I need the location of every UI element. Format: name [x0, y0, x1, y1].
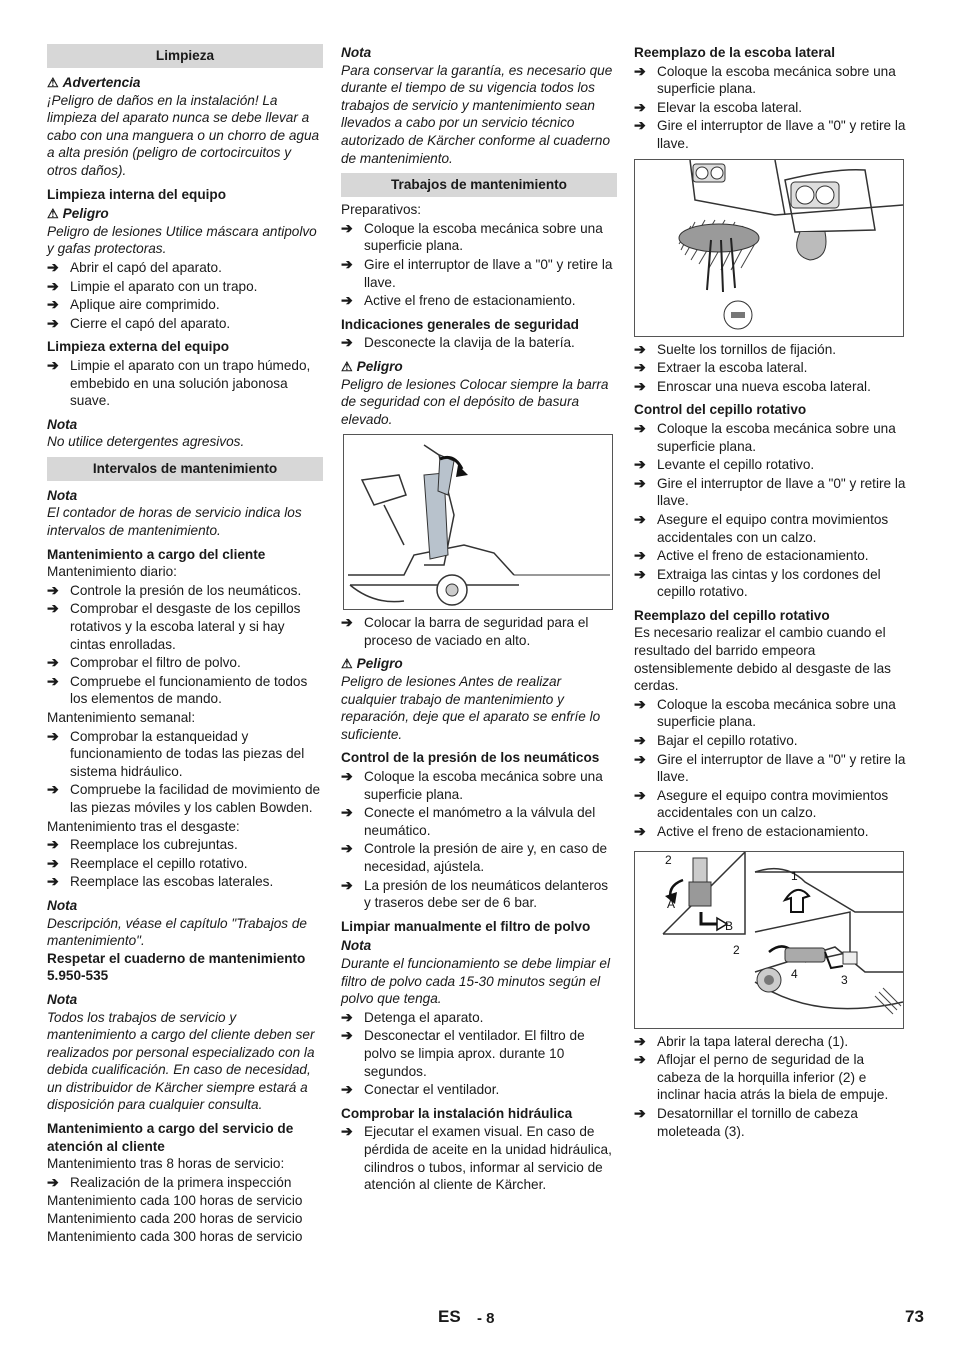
section-title-trabajos: Trabajos de mantenimiento [341, 173, 617, 197]
footer-page-number: 73 [905, 1307, 924, 1326]
list-item: ➔ Abrir la tapa lateral derecha (1). [634, 1033, 910, 1051]
list-item: ➔ Suelte los tornillos de fijación. [634, 341, 910, 359]
label-2-top: 2 [665, 852, 672, 867]
list-item: ➔ Limpie el aparato con un trapo húmedo, embebido en una solución jabonosa suave. [47, 357, 323, 410]
label-2-mid: 2 [733, 942, 740, 957]
list-item: ➔ Conectar el ventilador. [341, 1081, 617, 1099]
subheading-filtro: Limpiar manualmente el filtro de polvo [341, 918, 591, 934]
subheading-reemplazo-cepillo: Reemplazo del cepillo rotativo [634, 607, 830, 623]
label-B: B [725, 918, 734, 933]
text-semanal: Mantenimiento semanal: [47, 710, 196, 725]
list-item: ➔ Controle la presión de aire y, en caso de necesidad, ajústela. [341, 840, 617, 875]
warning-triangle-icon: ⚠ [341, 656, 353, 672]
list-item: ➔ Extraer la escoba lateral. [634, 359, 910, 377]
subheading-control-cepillo: Control del cepillo rotativo [634, 402, 807, 418]
list-item: ➔ Realización de la primera inspección [47, 1174, 323, 1192]
side-broom-drawing [635, 160, 903, 336]
list-item: ➔ Abrir el capó del aparato. [47, 259, 323, 277]
subheading-escoba: Reemplazo de la escoba lateral [634, 45, 835, 60]
danger-heading: ⚠ Peligro [341, 358, 403, 374]
list-item: ➔ Coloque la escoba mecánica sobre una superficie plana. [341, 768, 617, 803]
list-item: ➔ Desconecte la clavija de la batería. [341, 334, 617, 352]
label-A: A [667, 896, 676, 911]
label-4: 4 [791, 966, 798, 981]
list-item: ➔ Conecte el manómetro a la válvula del neumático. [341, 804, 617, 839]
danger-text: Peligro de lesiones Antes de realizar cualquier trabajo de mantenimiento y reparación, deje que el aparato se enfríe lo suficiente. [341, 674, 601, 742]
text-cada300: Mantenimiento cada 300 horas de servicio [47, 1228, 303, 1244]
list-item: ➔ Comprobar el filtro de polvo. [47, 654, 323, 672]
list-item: ➔ Coloque la escoba mecánica sobre una superficie plana. [341, 220, 617, 255]
footer-section-page: - 8 [477, 1310, 495, 1327]
list-item: ➔ Asegure el equipo contra movimientos accidentales con un calzo. [634, 787, 910, 822]
list-item: ➔ Active el freno de estacionamiento. [634, 547, 910, 565]
list-item: ➔ Aplique aire comprimido. [47, 296, 323, 314]
note-text: Durante el funcionamiento se debe limpiar el filtro de polvo cada 15-30 minutos según el polvo que tenga. [341, 955, 611, 1007]
list-item: ➔ Active el freno de estacionamiento. [634, 823, 910, 841]
text-desgaste: Mantenimiento tras el desgaste: [47, 818, 240, 834]
text-preparativos: Preparativos: [341, 202, 422, 218]
warning-heading: ⚠ Advertencia [47, 75, 141, 90]
note-heading: Nota [341, 938, 372, 954]
list-item: ➔ Desatornillar el tornillo de cabeza moleteada (3). [634, 1105, 910, 1140]
list-item: ➔ Compruebe el funcionamiento de todos los elementos de mando. [47, 673, 323, 708]
list-item: ➔ Coloque la escoba mecánica sobre una superficie plana. [634, 696, 910, 731]
list-item: ➔ Reemplace el cepillo rotativo. [47, 855, 323, 873]
text-cada100: Mantenimiento cada 100 horas de servicio [47, 1193, 303, 1209]
note-heading: Nota [341, 45, 372, 60]
footer-language: ES [438, 1307, 461, 1326]
note-heading: Nota [47, 416, 78, 432]
list-item: ➔ Colocar la barra de seguridad para el proceso de vaciado en alto. [341, 614, 617, 649]
text-reemplazo: Es necesario realizar el cambio cuando el resultado del barrido empeora ostensiblemente debido al desgaste de las cerdas. [634, 625, 891, 694]
list-item: ➔ Gire el interruptor de llave a "0" y retire la llave. [341, 256, 617, 291]
note-text: Todos los trabajos de servicio y mantenimiento a cargo del cliente deben ser realizados por personal especializado con la debida cualificación. En caso de necesidad, un distribuidor de Kärcher siempre estará a disposición para cualquier consulta. [47, 1009, 315, 1113]
subheading-servicio: Mantenimiento a cargo del servicio de atención al cliente [47, 1121, 294, 1154]
column-right [634, 44, 910, 1141]
list-item: ➔ Comprobar la estanqueidad y funcionamiento de todas las piezas del sistema hidráulico. [47, 728, 323, 781]
list-item: ➔ Coloque la escoba mecánica sobre una superficie plana. [634, 63, 910, 98]
text-tras8: Mantenimiento tras 8 horas de servicio: [47, 1156, 285, 1172]
list-item: ➔ Reemplace las escobas laterales. [47, 873, 323, 891]
interna-steps [47, 259, 323, 332]
note-heading: Nota [47, 897, 78, 913]
list-item: ➔ La presión de los neumáticos delanteros y traseros debe ser de 6 bar. [341, 877, 617, 912]
list-item: ➔ Controle la presión de los neumáticos. [47, 582, 323, 600]
subheading-cuaderno: Respetar el cuaderno de mantenimiento 5.950-535 [47, 950, 306, 984]
list-item: ➔ Ejecutar el examen visual. En caso de pérdida de aceite en la unidad hidráulica, cilindros o tubos, informar al servicio de atención al cliente de Kärcher. [341, 1123, 617, 1193]
label-3: 3 [841, 972, 848, 987]
danger-text: Peligro de lesiones Utilice máscara antipolvo y gafas protectoras. [47, 223, 317, 257]
note-heading: Nota [47, 487, 78, 503]
side-broom-illustration [634, 159, 904, 337]
danger-heading: ⚠ Peligro [341, 656, 403, 672]
note-text: No utilice detergentes agresivos. [47, 434, 245, 450]
note-heading: Nota [47, 991, 78, 1007]
section-title-limpieza: Limpieza [47, 44, 323, 68]
brush-replacement-drawing [635, 852, 903, 1028]
list-item: ➔ Aflojar el perno de seguridad de la cabeza de la horquilla inferior (2) e inclinar hacia atrás la biela de empuje. [634, 1051, 910, 1104]
list-item: ➔ Gire el interruptor de llave a "0" y retire la llave. [634, 751, 910, 786]
list-item: ➔ Levante el cepillo rotativo. [634, 456, 910, 474]
list-item: ➔ Extraiga las cintas y los cordones del cepillo rotativo. [634, 566, 910, 601]
danger-heading: ⚠ Peligro [47, 206, 109, 222]
brush-replacement-illustration [634, 851, 904, 1029]
list-item: ➔ Comprobar el desgaste de los cepillos rotativos y la escoba lateral y si hay cintas enrolladas. [47, 600, 323, 653]
list-item: ➔ Gire el interruptor de llave a "0" y retire la llave. [634, 475, 910, 510]
list-item: ➔ Asegure el equipo contra movimientos accidentales con un calzo. [634, 511, 910, 546]
subheading-presion: Control de la presión de los neumáticos [341, 750, 600, 766]
warning-triangle-icon: ⚠ [47, 75, 59, 90]
warning-triangle-icon: ⚠ [47, 206, 59, 222]
column-left [47, 44, 323, 1245]
list-item: ➔ Reemplace los cubrejuntas. [47, 836, 323, 854]
danger-text: Peligro de lesiones Colocar siempre la barra de seguridad con el depósito de basura elevado. [341, 376, 609, 427]
subheading-cliente: Mantenimiento a cargo del cliente [47, 546, 266, 562]
list-item: ➔ Desconectar el ventilador. El filtro de polvo se limpia aprox. durante 10 segundos. [341, 1027, 617, 1080]
list-item: ➔ Enroscar una nueva escoba lateral. [634, 378, 910, 396]
safety-bar-illustration [343, 434, 613, 610]
note-text: Para conservar la garantía, es necesario que durante el tiempo de su vigencia todos los trabajos de servicio y mantenimiento sean llevados a cabo por un servicio técnico autorizado de Kärcher conforme al cuaderno de mantenimiento. [341, 62, 613, 166]
list-item: ➔ Coloque la escoba mecánica sobre una superficie plana. [634, 420, 910, 455]
list-item: ➔ Limpie el aparato con un trapo. [47, 278, 323, 296]
section-title-intervalos: Intervalos de mantenimiento [47, 457, 323, 481]
column-middle [341, 44, 617, 1195]
text-cada200: Mantenimiento cada 200 horas de servicio [47, 1211, 303, 1227]
list-item: ➔ Compruebe la facilidad de movimiento de las piezas móviles y los cablen Bowden. [47, 781, 323, 816]
text-diario: Mantenimiento diario: [47, 564, 177, 580]
list-item: ➔ Detenga el aparato. [341, 1009, 617, 1027]
subheading-seguridad: Indicaciones generales de seguridad [341, 316, 579, 332]
list-item: ➔ Bajar el cepillo rotativo. [634, 732, 910, 750]
warning-triangle-icon: ⚠ [341, 358, 353, 374]
warning-text: ¡Peligro de daños en la instalación! La limpieza del aparato nunca se debe llevar a cabo con una manguera o un chorro de agua a alta presión (peligro de cortocircuitos y otros daños). [47, 92, 320, 178]
list-item: ➔ Gire el interruptor de llave a "0" y retire la llave. [634, 117, 910, 152]
list-item: ➔ Elevar la escoba lateral. [634, 99, 910, 117]
sweeper-safety-bar-drawing [344, 435, 612, 609]
subheading-limpieza-externa: Limpieza externa del equipo [47, 339, 230, 355]
label-1: 1 [791, 868, 798, 883]
list-item: ➔ Active el freno de estacionamiento. [341, 292, 617, 310]
list-item: ➔ Cierre el capó del aparato. [47, 315, 323, 333]
subheading-hidraulica: Comprobar la instalación hidráulica [341, 1105, 573, 1121]
subheading-limpieza-interna: Limpieza interna del equipo [47, 186, 227, 202]
note-text: Descripción, véase el capítulo "Trabajos de mantenimiento". [47, 915, 307, 949]
note-text: El contador de horas de servicio indica los intervalos de mantenimiento. [47, 505, 302, 539]
